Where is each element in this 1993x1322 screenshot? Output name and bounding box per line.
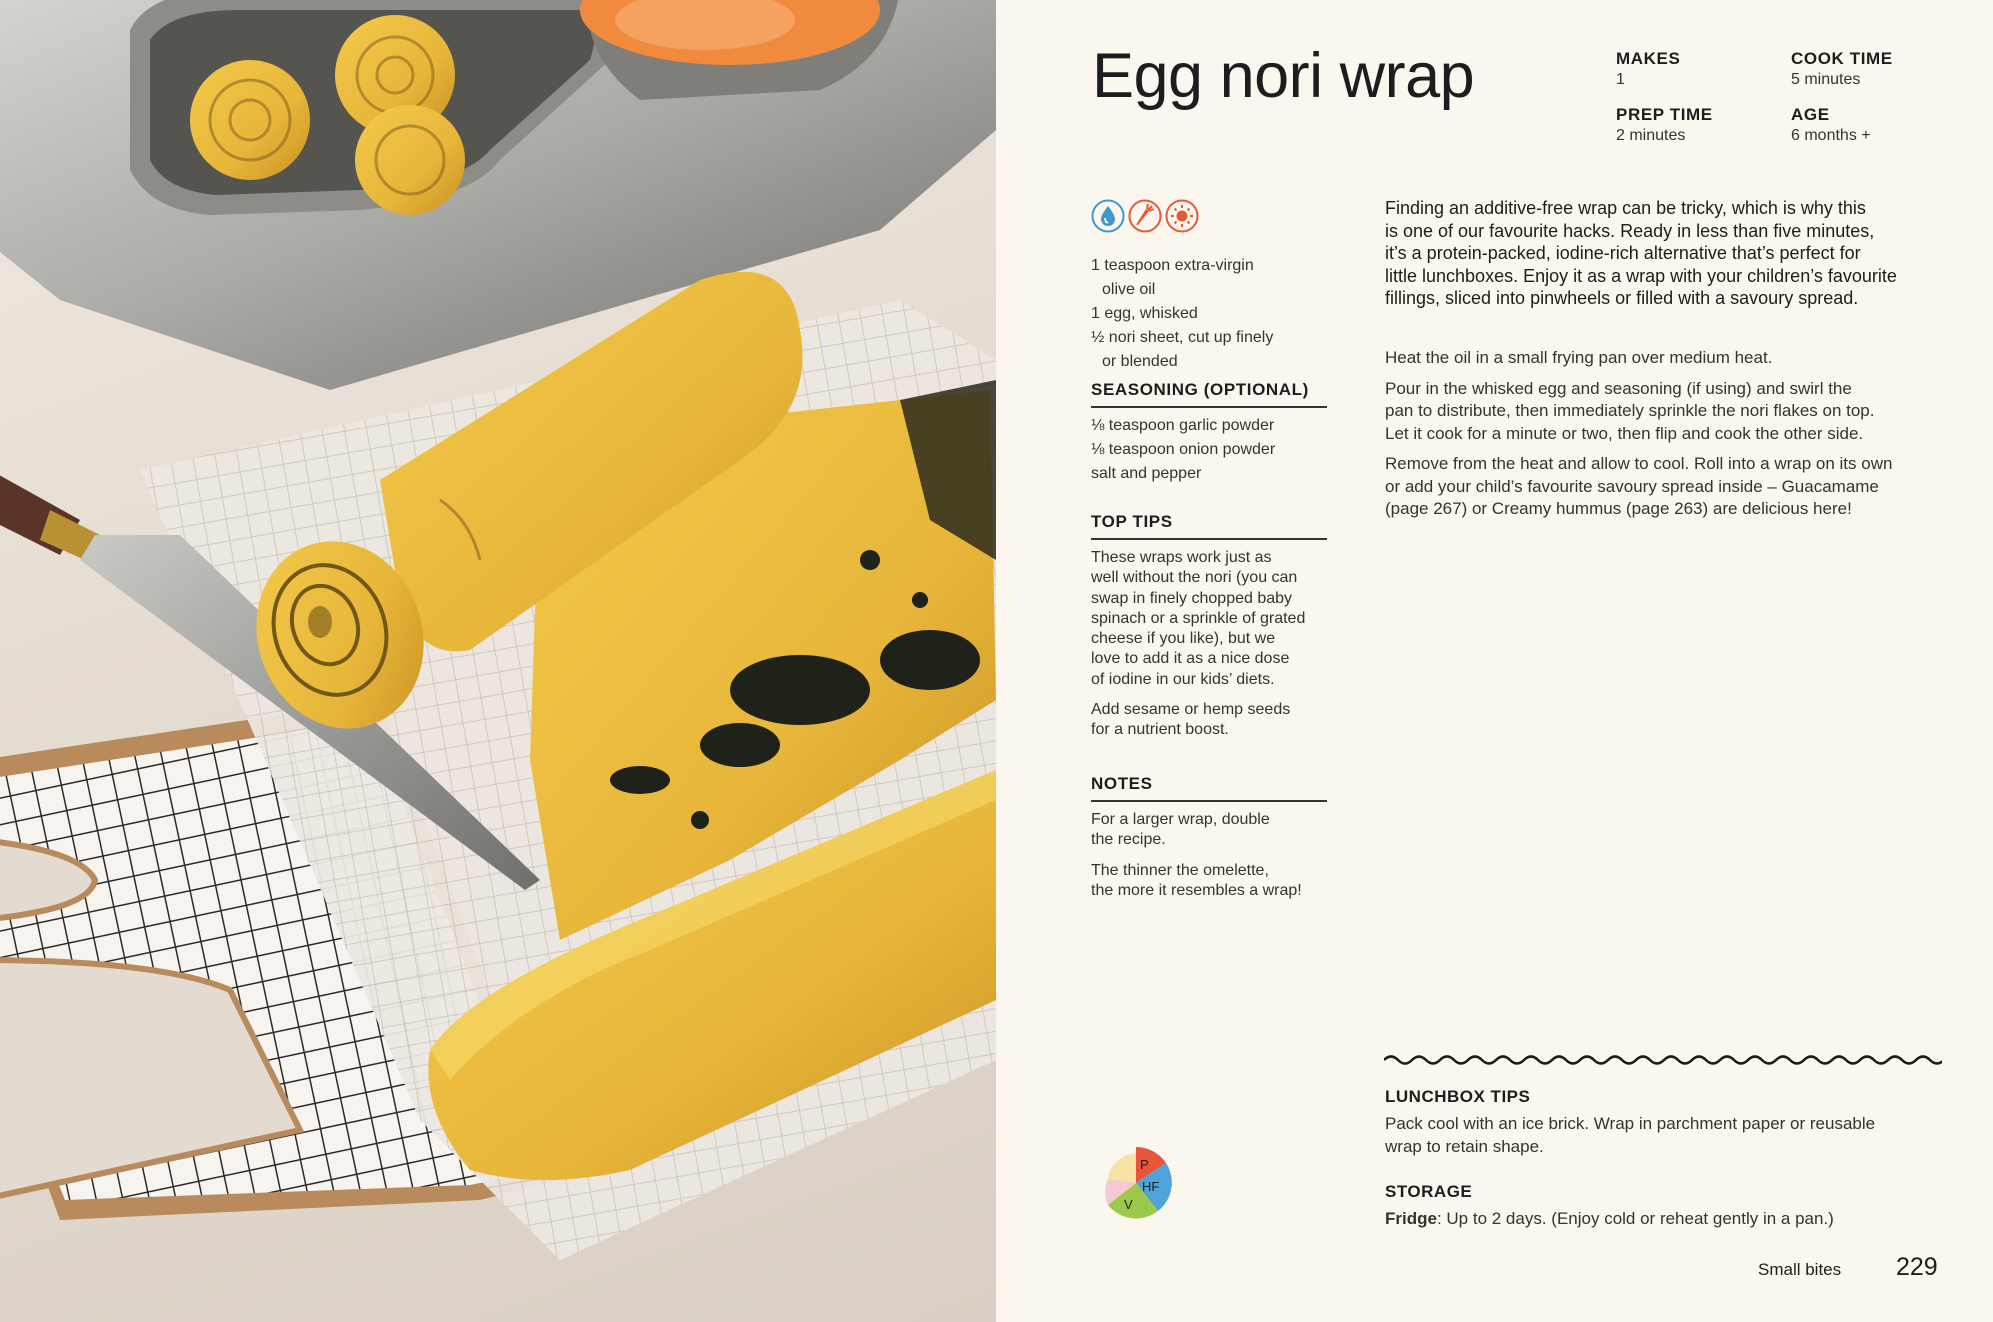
carrot-icon xyxy=(1128,199,1162,233)
seasoning-item: salt and pepper xyxy=(1091,465,1202,482)
intro-paragraph: Finding an additive-free wrap can be tricky, which is why this is one of our favourite hacks. Ready in less than five minutes, it’s a protein-packed, iodine-rich alternative that’s perfect for little lunchboxes. Enjoy it as a wrap with your children’s favourite fillings, sliced into pinwheels or filled with a savoury spread. xyxy=(1385,198,1897,308)
water-drop-icon xyxy=(1091,199,1125,233)
section-name: Small bites xyxy=(1758,1260,1842,1279)
makes-value: 1 xyxy=(1616,71,1625,88)
prep-time-label: PREP TIME xyxy=(1616,105,1713,124)
wheel-label-v: V xyxy=(1124,1197,1133,1212)
nutrition-wheel xyxy=(1100,1143,1172,1223)
recipe-photo xyxy=(0,0,996,1322)
wheel-label-hf: HF xyxy=(1142,1179,1160,1194)
cook-time-value: 5 minutes xyxy=(1791,71,1861,88)
egg-wrap-photo-illustration xyxy=(0,0,996,1322)
seasoning-section xyxy=(1091,380,1327,488)
dietary-icons xyxy=(1091,199,1199,233)
seasoning-item: ⅛ teaspoon garlic powder xyxy=(1091,417,1275,434)
wheel-label-p: P xyxy=(1140,1157,1149,1172)
notes-heading: NOTES xyxy=(1091,774,1327,802)
prep-time-block xyxy=(1616,105,1713,145)
lunchbox-tips-heading: LUNCHBOX TIPS xyxy=(1385,1087,1531,1106)
lunchbox-tips-text: Pack cool with an ice brick. Wrap in parchment paper or reusable wrap to retain shape. xyxy=(1385,1114,1876,1156)
note-paragraph: The thinner the omelette, the more it resembles a wrap! xyxy=(1091,861,1302,899)
method-step: Remove from the heat and allow to cool. Roll into a wrap on its own or add your child’s favourite savoury spread inside – Guacamame (page 267) or Creamy hummus (page 263) are delicious here! xyxy=(1385,454,1893,518)
ingredient-item: ½ nori sheet, cut up finely or blended xyxy=(1091,329,1274,370)
method-step: Pour in the whisked egg and seasoning (if using) and swirl the pan to distribute, then immediately sprinkle the nori flakes on top. Let it cook for a minute or two, then flip and cook the other side. xyxy=(1385,378,1875,443)
age-block xyxy=(1791,105,1871,145)
lunchbox-tips-section xyxy=(1385,1087,1945,1158)
ingredient-item: 1 egg, whisked xyxy=(1091,305,1198,322)
sun-icon xyxy=(1165,199,1199,233)
top-tip-paragraph: These wraps work just as well without the nori (you can swap in finely chopped baby spinach or a sprinkle of grated cheese if you like), but we love to add it as a nice dose of iodine in our kids’ diets. xyxy=(1091,549,1306,688)
age-label: AGE xyxy=(1791,105,1830,124)
makes-block xyxy=(1616,49,1680,89)
makes-label: MAKES xyxy=(1616,49,1681,68)
storage-heading: STORAGE xyxy=(1385,1182,1473,1201)
recipe-page xyxy=(996,0,1993,1322)
cook-time-label: COOK TIME xyxy=(1791,49,1893,68)
method-step: Heat the oil in a small frying pan over medium heat. xyxy=(1385,348,1773,367)
top-tips-heading: TOP TIPS xyxy=(1091,512,1327,540)
prep-time-value: 2 minutes xyxy=(1616,127,1686,144)
ingredients-list xyxy=(1091,256,1331,376)
page-number: 229 xyxy=(1896,1253,1938,1281)
storage-section xyxy=(1385,1182,1945,1231)
method-steps xyxy=(1385,347,1945,529)
recipe-title: Egg nori wrap xyxy=(1092,41,1475,111)
seasoning-heading: SEASONING (OPTIONAL) xyxy=(1091,380,1327,408)
cook-time-block xyxy=(1791,49,1893,89)
top-tips-section xyxy=(1091,512,1327,741)
notes-section xyxy=(1091,774,1327,901)
wavy-divider xyxy=(1384,1052,1942,1068)
storage-text: Fridge: Up to 2 days. (Enjoy cold or reheat gently in a pan.) xyxy=(1385,1209,1834,1228)
ingredient-item: 1 teaspoon extra-virgin olive oil xyxy=(1091,257,1254,298)
seasoning-item: ⅛ teaspoon onion powder xyxy=(1091,441,1276,458)
top-tip-paragraph: Add sesame or hemp seeds for a nutrient boost. xyxy=(1091,701,1291,739)
age-value: 6 months + xyxy=(1791,127,1871,144)
wheel-slice-yellow xyxy=(1108,1153,1136,1183)
note-paragraph: For a larger wrap, double the recipe. xyxy=(1091,811,1270,849)
storage-label: Fridge xyxy=(1385,1209,1437,1228)
